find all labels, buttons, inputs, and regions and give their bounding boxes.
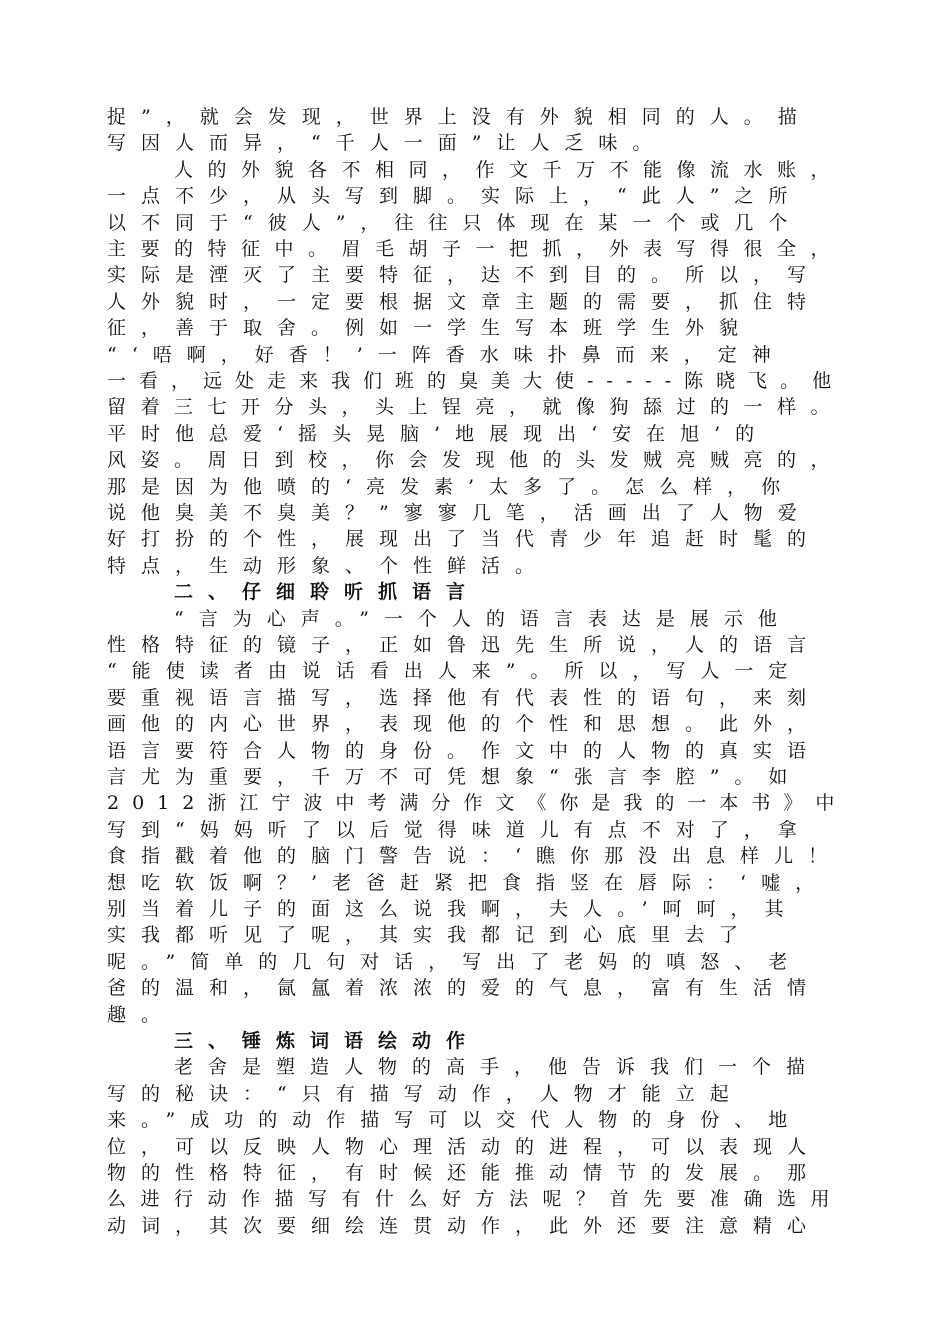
paragraph-first-line: “言为心声。”一个人的语言表达是展示他 xyxy=(174,608,792,630)
text-line: 趣。 xyxy=(107,1004,176,1026)
text-line: 位，可以反映人物心理活动的进程，可以表现人 xyxy=(107,1136,822,1158)
section-heading: 三、锤炼词语绘动作 xyxy=(174,1030,481,1052)
text-line: 平时他总爱‘摇头晃脑’地展现出‘安在旭’的 xyxy=(107,423,770,445)
text-line: 来。”成功的动作描写可以交代人物的身份、地 xyxy=(107,1109,803,1131)
text-line: 以不同于“彼人”，往往只体现在某一个或几个 xyxy=(107,212,803,234)
text-line: 写因人而异，“千人一面”让人乏味。 xyxy=(107,132,667,154)
section-heading: 二、仔细聆听抓语言 xyxy=(174,581,481,603)
text-line: 征，善于取舍。例如一学生写本班学生外貌 xyxy=(107,317,754,339)
text-line: 么进行动作描写有什么好方法呢？首先要准确选用 xyxy=(107,1188,845,1210)
text-line: 捉”，就会发现，世界上没有外貌相同的人。描 xyxy=(107,106,812,128)
text-line: 那是因为他喷的‘亮发素’太多了。怎么样，你 xyxy=(107,476,796,498)
text-line: 人外貌时，一定要根据文章主题的需要，抓住特 xyxy=(107,291,822,313)
text-line: 2012浙江宁波中考满分作文《你是我的一本书》中 xyxy=(107,792,848,814)
text-line: 一看，远处走来我们班的臭美大使-----陈晓飞。他 xyxy=(107,370,845,392)
text-line: 要重视语言描写，选择他有代表性的语句，来刻 xyxy=(107,687,822,709)
text-line: 言尤为重要，千万不可凭想象“张言李腔”。如 xyxy=(107,766,803,788)
text-line: 好打扮的个性，展现出了当代青少年追赶时髦的 xyxy=(107,528,822,550)
text-line: 实我都听见了呢，其实我都记到心底里去了 xyxy=(107,924,754,946)
text-line: 性格特征的镜子，正如鲁迅先生所说，人的语言 xyxy=(107,634,822,656)
text-line: 想吃软饭啊？’老爸赶紧把食指竖在唇际：‘嘘， xyxy=(107,872,830,894)
text-line: 动词，其次要细绘连贯动作，此外还要注意精心 xyxy=(107,1215,822,1237)
text-line: 语言要符合人物的身份。作文中的人物的真实语 xyxy=(107,740,822,762)
text-line: “能使读者由说话看出人来”。所以，写人一定 xyxy=(107,660,803,682)
text-line: 主要的特征中。眉毛胡子一把抓，外表写得很全， xyxy=(107,238,845,260)
text-line: 写到“妈妈听了以后觉得味道儿有点不对了，拿 xyxy=(107,819,812,841)
text-line: 说他臭美不臭美？”寥寥几笔，活画出了人物爱 xyxy=(107,502,812,524)
text-line: 风姿。周日到校，你会发现他的头发贼亮贼亮的， xyxy=(107,449,845,471)
text-line: 实际是湮灭了主要特征，达不到目的。所以，写 xyxy=(107,264,822,286)
text-line: 画他的内心世界，表现他的个性和思想。此外， xyxy=(107,713,822,735)
text-line: 写的秘诀：“只有描写动作，人物才能立起 xyxy=(107,1083,744,1105)
text-line: 爸的温和，氤氲着浓浓的爱的气息，富有生活情 xyxy=(107,977,822,999)
text-line: 留着三七开分头，头上锃亮，就像狗舔过的一样。 xyxy=(107,396,845,418)
text-line: 食指戳着他的脑门警告说：‘瞧你那没出息样儿！ xyxy=(107,845,843,867)
text-line: 呢。”简单的几句对话，写出了老妈的嗔怒、老 xyxy=(107,951,803,973)
paragraph-first-line: 人的外貌各不相同，作文千万不能像流水账， xyxy=(174,159,845,181)
text-line: “‘唔啊，好香！’一阵香水味扑鼻而来，定神 xyxy=(107,344,786,366)
text-line: 一点不少，从头写到脚。实际上，“此人”之所 xyxy=(107,185,803,207)
text-line: 特点，生动形象、个性鲜活。 xyxy=(107,555,550,577)
paragraph-first-line: 老舍是塑造人物的高手，他告诉我们一个描 xyxy=(174,1056,821,1078)
text-line: 物的性格特征，有时候还能推动情节的发展。那 xyxy=(107,1162,822,1184)
text-line: 别当着儿子的面这么说我啊，夫人。’呵呵，其 xyxy=(107,898,799,920)
